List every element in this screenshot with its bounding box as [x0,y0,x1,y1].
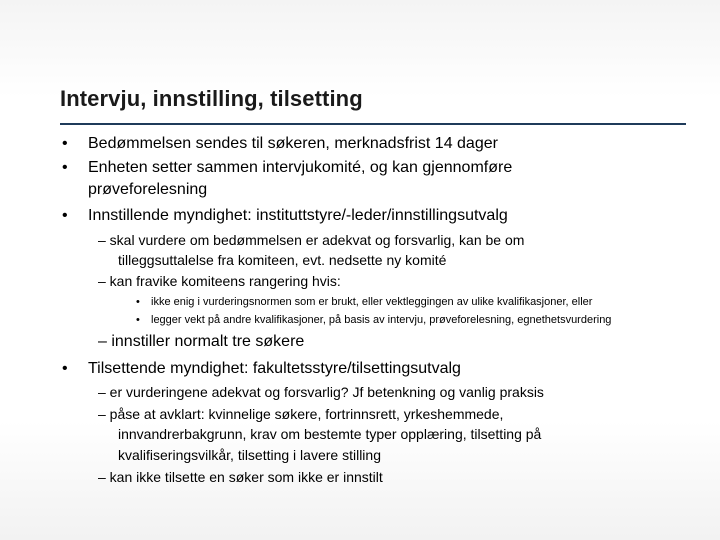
title-divider [60,123,686,125]
bullet-marker: • [136,296,140,308]
sub-sub-bullet-text: legger vekt på andre kvalifikasjoner, på basis av intervju, prøveforelesning, egnethetsvurdering [151,314,612,326]
bullet-marker: • [136,314,140,326]
bullet-text: Innstillende myndighet: instituttstyre/-leder/innstillingsutvalg [88,207,508,224]
bullet-marker: • [62,207,68,224]
sub-bullet-text: – skal vurdere om bedømmelsen er adekvat og forsvarlig, kan be om [98,232,525,248]
sub-bullet-text: – påse at avklart: kvinnelige søkere, fortrinnsrett, yrkeshemmede, [98,406,504,422]
sub-bullet-text-continuation: tilleggsuttalelse fra komiteen, evt. nedsette ny komité [118,252,447,268]
sub-sub-bullet-text: ikke enig i vurderingsnormen som er brukt, eller vektleggingen av ulike kvalifikasjoner, eller [151,296,593,308]
sub-bullet-text: – er vurderingene adekvat og forsvarlig? Jf betenkning og vanlig praksis [98,384,544,400]
slide-title: Intervju, innstilling, tilsetting [60,86,363,111]
bullet-text: Enheten setter sammen intervjukomité, og kan gjennomføre [88,159,513,176]
sub-bullet-text: – innstiller normalt tre søkere [98,333,305,350]
sub-bullet-text-continuation: innvandrerbakgrunn, krav om bestemte typer opplæring, tilsetting på [118,426,542,442]
bullet-text: Tilsettende myndighet: fakultetsstyre/tilsettingsutvalg [88,360,461,377]
bullet-marker: • [62,135,68,152]
bullet-text-continuation: prøveforelesning [88,181,208,198]
sub-bullet-text: – kan ikke tilsette en søker som ikke er innstilt [98,469,383,485]
bullet-marker: • [62,159,68,176]
sub-bullet-text: – kan fravike komiteens rangering hvis: [98,273,341,289]
sub-bullet-text-continuation: kvalifiseringsvilkår, tilsetting i lavere stilling [118,447,381,463]
bullet-text: Bedømmelsen sendes til søkeren, merknadsfrist 14 dager [88,135,498,152]
bullet-marker: • [62,360,68,377]
